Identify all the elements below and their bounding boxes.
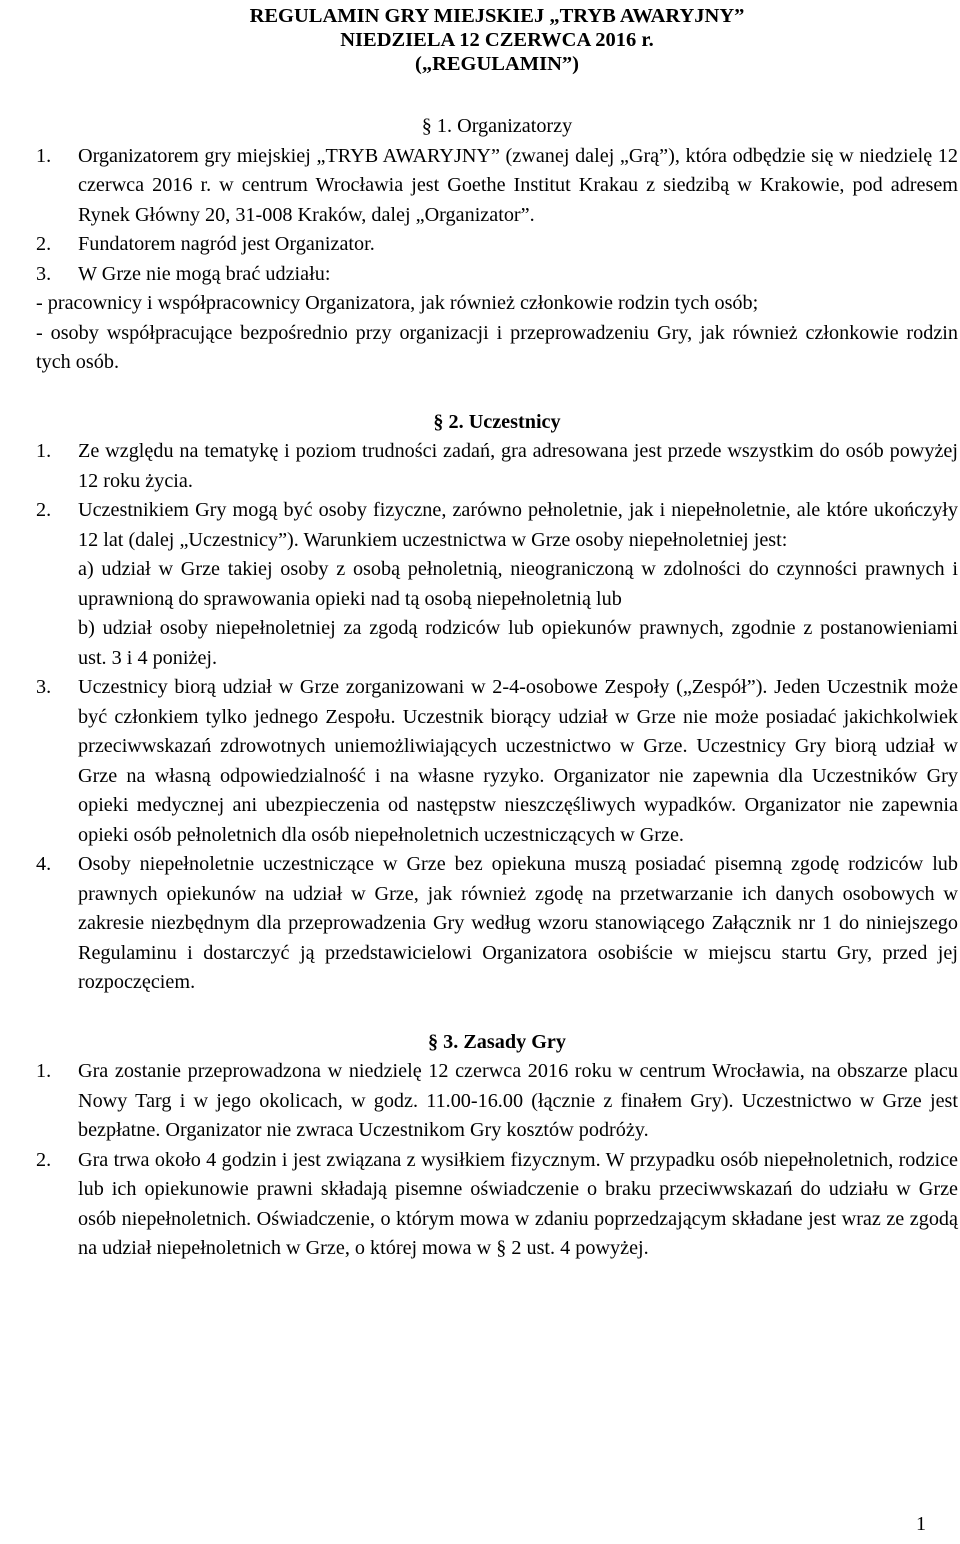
section-2-item-2 — [36, 496, 958, 673]
section-1-heading: § 1. Organizatorzy — [421, 115, 573, 137]
item-number: 1. — [36, 1060, 52, 1082]
item-number: 2. — [36, 499, 52, 521]
section-2-item-4 — [36, 850, 958, 998]
exclusion-bullet-2: - osoby współpracujące bezpośrednio przy organizacji i przeprowadzeniu Gry, jak również członkowie rodzin tych osób. — [36, 321, 958, 373]
item-number: 3. — [36, 262, 52, 285]
section-1-item-1 — [36, 142, 958, 231]
item-number: 2. — [36, 1148, 52, 1171]
title-line-3: („REGULAMIN”) — [415, 53, 579, 75]
page-number: 1 — [916, 1513, 926, 1535]
title-line-1: REGULAMIN GRY MIEJSKIEJ „TRYB AWARYJNY” — [249, 5, 745, 27]
item-text: Uczestnicy biorą udział w Grze zorganizowani w 2-4-osobowe Zespoły („Zespół”). Jeden Uczestnik może być członkiem tylko jednego Zespołu. Uczestnik biorący udział w Grze nie może posiadać jakichkolwiek przeciwwskazań zdrowotnych uniemożliwiających uczestnictwo w Grze. Uczestnicy Gry biorą udział w Grze na własną odpowiedzialność i na własne ryzyko. Organizator nie zapewnia dla Uczestników Gry opieki medycznej ani ubezpieczenia od następstw nieszczęśliwych wypadków. Organizator nie zapewnia opieki osób pełnoletnich dla osób niepełnoletnich uczestniczących w Grze. — [78, 676, 958, 846]
item-number: 1. — [36, 440, 52, 462]
item-text: Uczestnikiem Gry mogą być osoby fizyczne, zarówno pełnoletnie, jak i niepełnoletnie, ale które ukończyły 12 lat (dalej „Uczestnicy”). Warunkiem uczestnictwa w Grze osoby niepełnoletniej jest: — [78, 499, 958, 551]
item-text: Osoby niepełnoletnie uczestniczące w Grze bez opiekuna muszą posiadać pisemną zgodę rodziców lub prawnych opiekunów na udział w Grze, jak również zgodę na przetwarzanie ich danych osobowych w zakresie niezbędnym dla przeprowadzenia Gry według wzoru stanowiącego Załącznik nr 1 do niniejszego Regulaminu i dostarczyć ją przedstawicielowi Organizatora osobiście w miejscu startu Gry, przed jej rozpoczęciem. — [78, 853, 958, 993]
item-text: Ze względu na tematykę i poziom trudności zadań, gra adresowana jest przede wszystkim do osób powyżej 12 roku życia. — [78, 440, 958, 492]
item-number: 4. — [36, 853, 52, 875]
section-2-item-3 — [36, 673, 958, 850]
title-line-2: NIEDZIELA 12 CZERWCA 2016 r. — [340, 29, 654, 51]
item-number: 3. — [36, 676, 52, 698]
section-2-heading: § 2. Uczestnicy — [433, 410, 561, 433]
document-page — [36, 0, 958, 1264]
section-3-item-1 — [36, 1057, 958, 1146]
sub-item-a: a) udział w Grze takiej osoby z osobą pełnoletnią, nieograniczoną w zdolności do czynności prawnych i uprawnioną do sprawowania opieki nad tą osobą niepełnoletnią lub — [78, 558, 958, 610]
section-2-item-1 — [36, 437, 958, 496]
item-text: Gra trwa około 4 godzin i jest związana z wysiłkiem fizycznym. W przypadku osób niepełnoletnich, rodzice lub ich opiekunowie prawni składają pisemne oświadczenie o braku przeciwwskazań do udziału w Grze osób niepełnoletnich. Oświadczenie, o którym mowa w zdaniu poprzedzającym składane jest wraz ze zgodą na udział niepełnoletnich w Grze, o której mowa w § 2 ust. 4 powyżej. — [78, 1148, 958, 1259]
sub-item-b: b) udział osoby niepełnoletniej za zgodą rodziców lub opiekunów prawnych, zgodnie z postanowieniami ust. 3 i 4 poniżej. — [78, 617, 958, 669]
section-3-item-2 — [36, 1146, 958, 1264]
item-text: W Grze nie mogą brać udziału: — [78, 262, 331, 285]
item-text: Organizatorem gry miejskiej „TRYB AWARYJNY” (zwanej dalej „Grą”), która odbędzie się w niedzielę 12 czerwca 2016 r. w centrum Wrocławia jest Goethe Institut Krakau z siedzibą w Krakowie, pod adresem Rynek Główny 20, 31-008 Kraków, dalej „Organizator”. — [78, 144, 958, 226]
section-1-item-2 — [36, 230, 958, 260]
item-number: 2. — [36, 233, 52, 255]
section-1-item-3 — [36, 260, 958, 290]
exclusion-bullet-1: - pracownicy i współpracownicy Organizatora, jak również członkowie rodzin tych osób; — [36, 292, 759, 314]
document-title — [36, 4, 958, 76]
item-text: Gra zostanie przeprowadzona w niedzielę 12 czerwca 2016 roku w centrum Wrocławia, na obszarze placu Nowy Targ i w jego okolicach, w godz. 11.00-16.00 (łącznie z finałem Gry). Uczestnictwo w Grze jest bezpłatne. Organizator nie zwraca Uczestnikom Gry kosztów podróży. — [78, 1060, 958, 1141]
item-number: 1. — [36, 144, 52, 167]
section-3-heading: § 3. Zasady Gry — [428, 1030, 566, 1053]
item-text: Fundatorem nagród jest Organizator. — [78, 233, 375, 255]
